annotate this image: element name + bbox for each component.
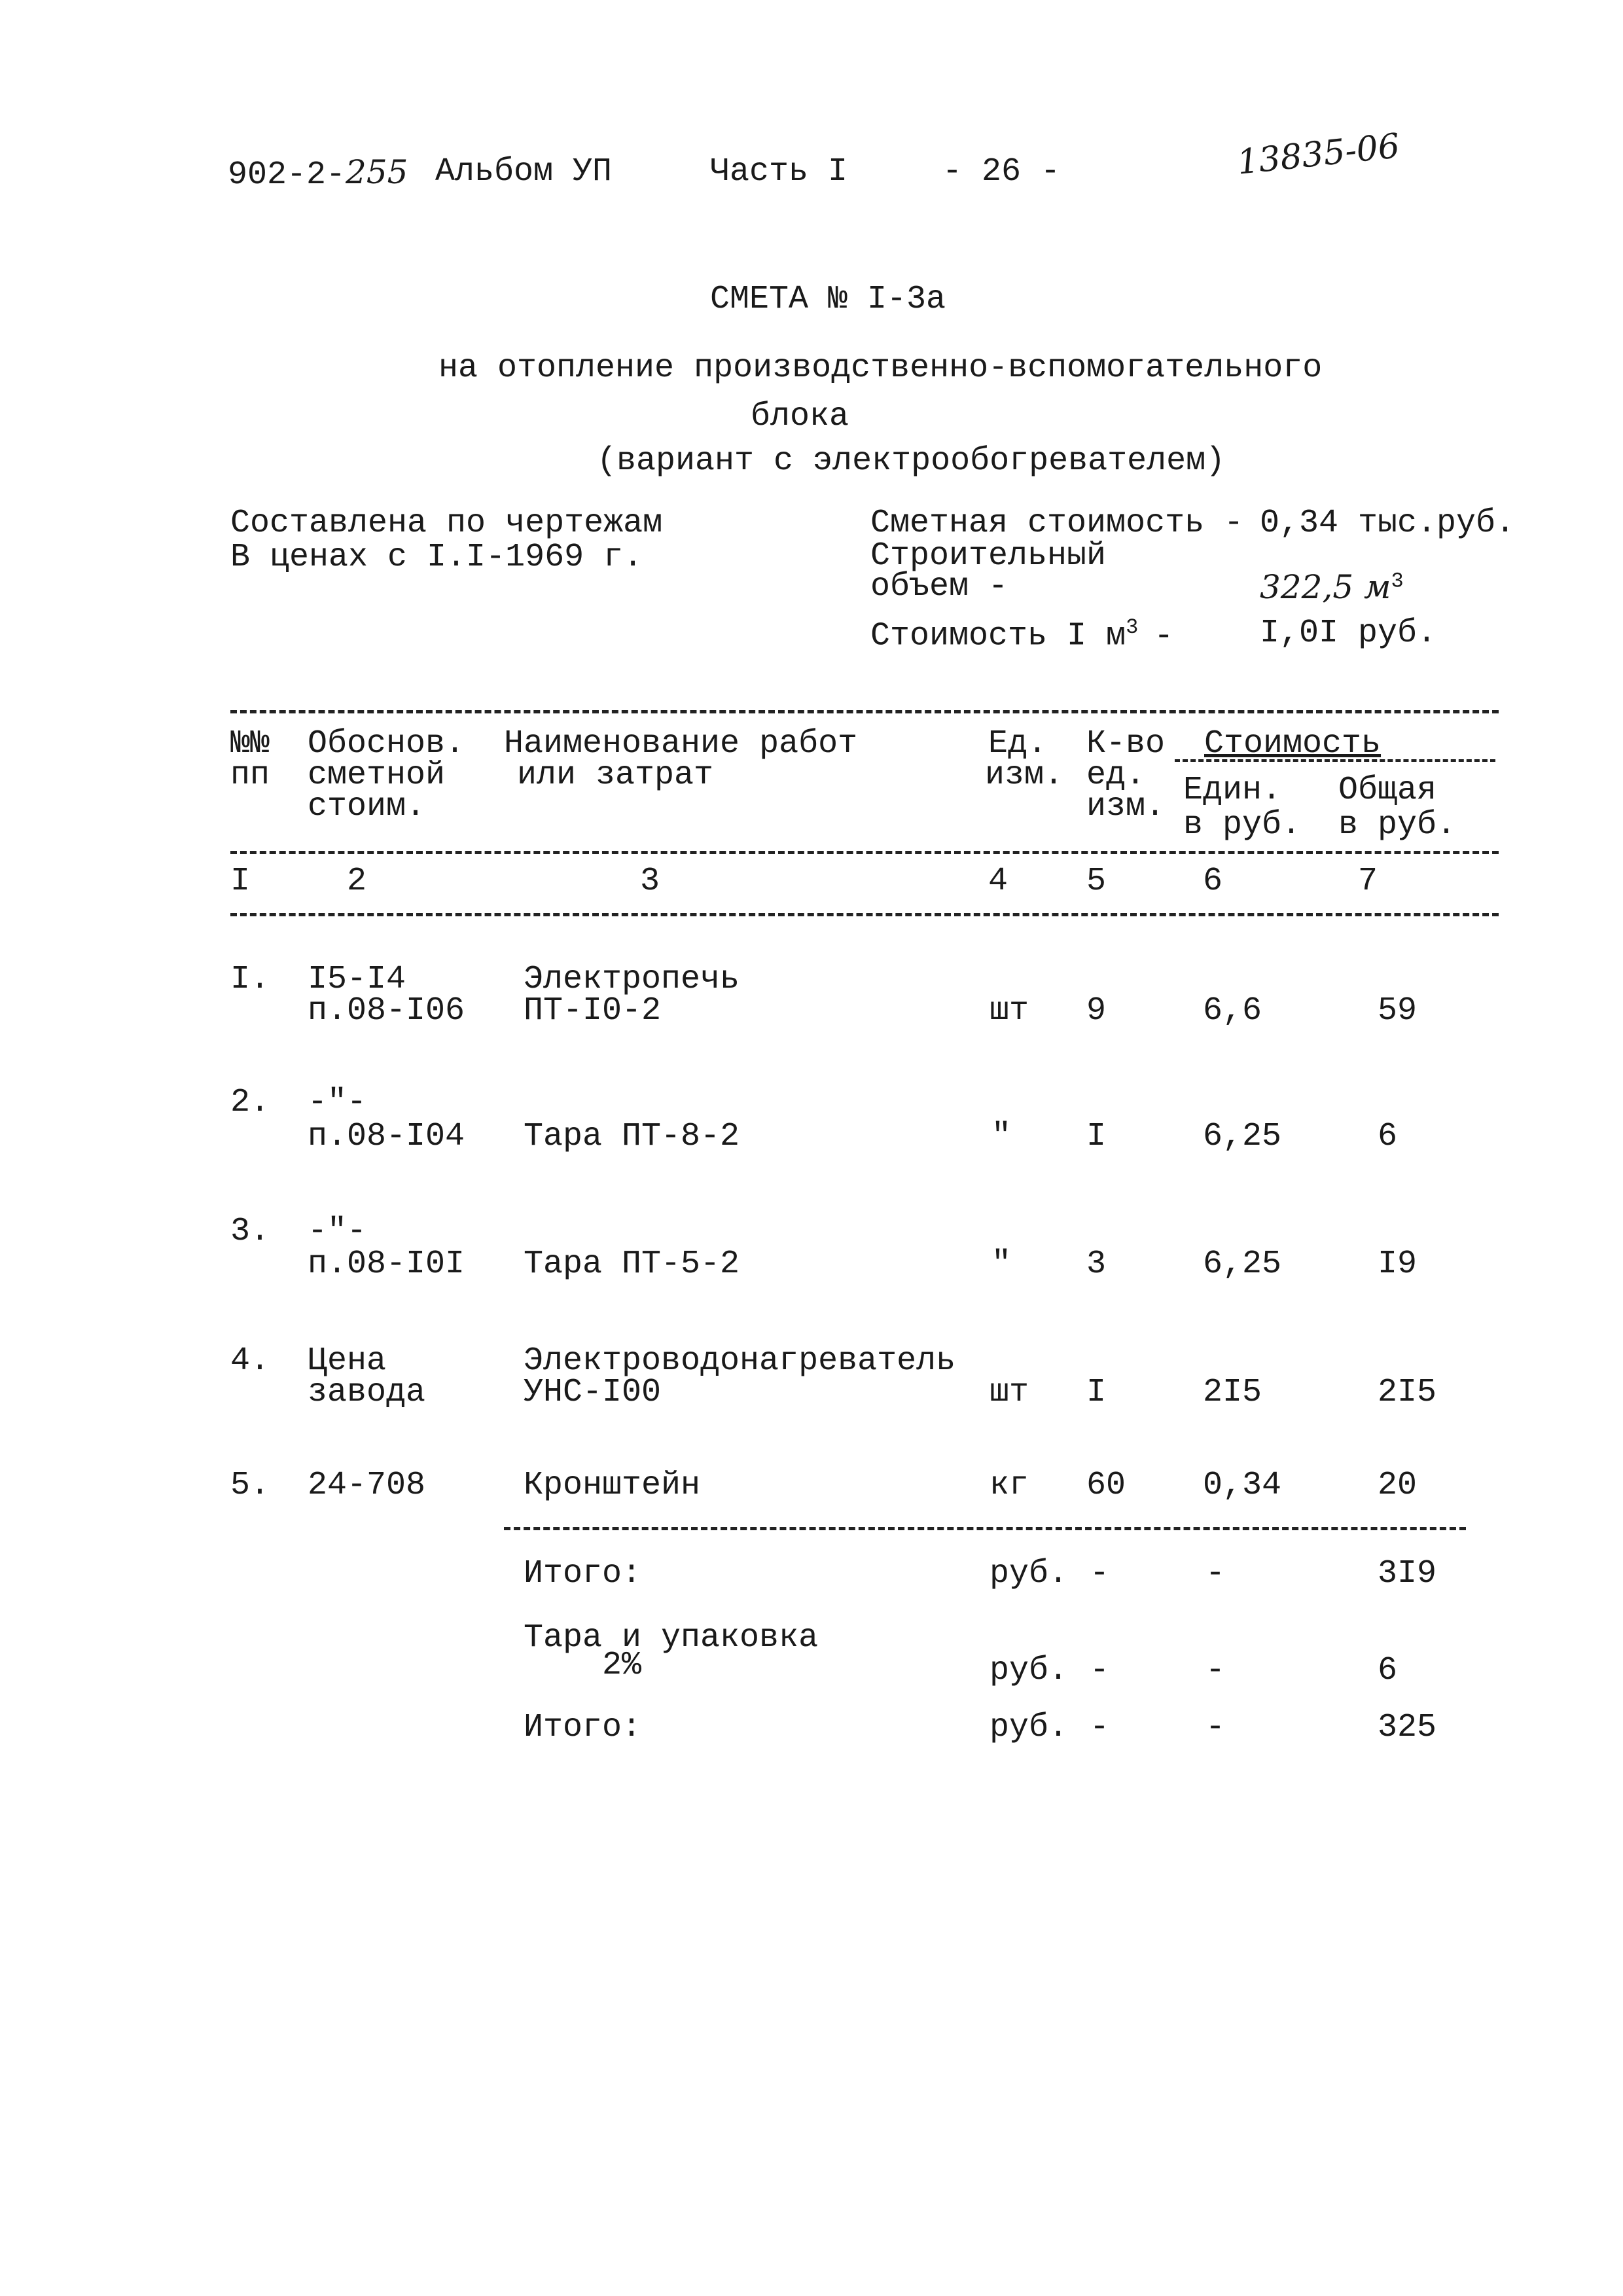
summary-total: 3I9 xyxy=(1378,1555,1437,1592)
header-no-2: пп xyxy=(230,757,270,794)
summary-percent: 2% xyxy=(602,1647,642,1684)
col-number-1: I xyxy=(230,863,251,900)
row-basis-2: п.08-I0I xyxy=(308,1246,465,1283)
row-basis-1: -"- xyxy=(308,1213,367,1250)
header-unit-1: Ед. xyxy=(988,725,1048,762)
title-line-3: (вариант с электрообогревателем) xyxy=(597,442,1226,480)
row-qty: 3 xyxy=(1086,1246,1107,1283)
row-name-2: ПТ-I0-2 xyxy=(524,992,662,1030)
summary-label: Тара и упаковка xyxy=(524,1619,819,1657)
summary-qty: - xyxy=(1090,1555,1110,1592)
header-bottom-rule xyxy=(230,851,1499,854)
volume-label-2: объем - xyxy=(870,568,1008,605)
row-price: 2I5 xyxy=(1203,1374,1262,1411)
summary-price: - xyxy=(1205,1652,1226,1689)
row-no: 5. xyxy=(230,1467,270,1504)
header-no-1: №№ xyxy=(230,725,270,762)
header-basis-2: сметной xyxy=(308,757,446,794)
row-total: 59 xyxy=(1378,992,1418,1030)
volume-value xyxy=(1260,568,1404,607)
summary-label: Итого: xyxy=(524,1555,642,1592)
summary-qty: - xyxy=(1090,1652,1110,1689)
row-name-1: Тара ПТ-5-2 xyxy=(524,1246,740,1283)
summary-unit: руб. xyxy=(990,1709,1069,1746)
volume-number: 322,5 м xyxy=(1260,568,1391,606)
row-basis-1: -"- xyxy=(308,1084,367,1121)
header-name-1: Наименование работ xyxy=(504,725,858,762)
row-no: I. xyxy=(230,961,270,998)
row-total: 20 xyxy=(1378,1467,1418,1504)
header-qty-2: ед. xyxy=(1086,757,1146,794)
row-name-2: УНС-I00 xyxy=(524,1374,662,1411)
row-qty: I xyxy=(1086,1374,1107,1411)
row-unit: кг xyxy=(990,1467,1029,1504)
summary-unit: руб. xyxy=(990,1555,1069,1592)
row-basis-1: 24-708 xyxy=(308,1467,426,1504)
header-unit-2: изм. xyxy=(985,757,1064,794)
album-label: Альбом УП xyxy=(435,153,613,190)
row-basis-1: Цена xyxy=(308,1342,387,1380)
column-numbers-rule xyxy=(230,913,1499,916)
volume-label-1: Строительный xyxy=(870,537,1107,575)
header-price-1: Един. xyxy=(1183,772,1282,809)
unit-cost-text: Стоимость I м xyxy=(870,617,1126,655)
document-code xyxy=(228,153,408,194)
cost-group-rule xyxy=(1175,759,1495,762)
row-unit: " xyxy=(991,1118,1012,1155)
row-basis-2: завода xyxy=(308,1374,426,1411)
summary-qty: - xyxy=(1090,1709,1110,1746)
row-price: 6,25 xyxy=(1203,1118,1282,1155)
header-cost-group: Стоимость xyxy=(1204,725,1382,762)
row-total: I9 xyxy=(1378,1246,1418,1283)
row-name-1: Тара ПТ-8-2 xyxy=(524,1118,740,1155)
row-unit: " xyxy=(991,1246,1012,1283)
row-qty: 60 xyxy=(1086,1467,1126,1504)
code-handwritten: 255 xyxy=(346,153,408,191)
row-no: 4. xyxy=(230,1342,270,1380)
row-qty: 9 xyxy=(1086,992,1107,1030)
row-price: 6,25 xyxy=(1203,1246,1282,1283)
row-name-1: Кронштейн xyxy=(524,1467,701,1504)
title-line-2: блока xyxy=(751,398,849,435)
summary-price: - xyxy=(1205,1555,1226,1592)
volume-superscript: 3 xyxy=(1391,569,1404,594)
row-no: 3. xyxy=(230,1213,270,1250)
unit-cost-label xyxy=(870,617,1173,653)
stamp-number: 13835-06 xyxy=(1235,126,1402,183)
summary-label: Итого: xyxy=(524,1709,642,1746)
summary-total: 325 xyxy=(1378,1709,1437,1746)
price-basis: В ценах с I.I-1969 г. xyxy=(230,539,643,576)
row-qty: I xyxy=(1086,1118,1107,1155)
summary-total: 6 xyxy=(1378,1652,1398,1689)
header-basis-3: стоим. xyxy=(308,788,426,825)
row-unit: шт xyxy=(990,992,1029,1030)
header-total-2: в руб. xyxy=(1338,806,1457,844)
col-number-6: 6 xyxy=(1203,863,1223,900)
col-number-2: 2 xyxy=(347,863,367,900)
title-line-1: на отопление производственно-вспомогательного xyxy=(438,350,1323,387)
code-prefix: 902-2- xyxy=(228,156,346,194)
row-unit: шт xyxy=(990,1374,1029,1411)
row-price: 6,6 xyxy=(1203,992,1262,1030)
col-number-5: 5 xyxy=(1086,863,1107,900)
summary-unit: руб. xyxy=(990,1652,1069,1689)
estimate-title: СМЕТА № I-3а xyxy=(710,281,946,318)
unit-cost-superscript: 3 xyxy=(1126,615,1139,639)
summary-rule xyxy=(504,1527,1466,1530)
compiled-by: Составлена по чертежам xyxy=(230,505,663,542)
estimated-cost-value: 0,34 тыс.руб. xyxy=(1260,505,1516,542)
unit-cost-value: I,0I руб. xyxy=(1260,615,1437,652)
summary-price: - xyxy=(1205,1709,1226,1746)
header-basis-1: Обоснов. xyxy=(308,725,465,762)
unit-cost-dash: - xyxy=(1154,617,1174,655)
row-name-1: Электропечь xyxy=(524,961,740,998)
col-number-3: 3 xyxy=(640,863,660,900)
row-basis-2: п.08-I04 xyxy=(308,1118,465,1155)
header-total-1: Общая xyxy=(1338,772,1437,809)
part-label: Часть I xyxy=(710,153,848,190)
row-no: 2. xyxy=(230,1084,270,1121)
row-price: 0,34 xyxy=(1203,1467,1282,1504)
table-top-rule xyxy=(230,710,1499,713)
col-number-4: 4 xyxy=(988,863,1008,900)
estimated-cost-label: Сметная стоимость - xyxy=(870,505,1244,542)
header-price-2: в руб. xyxy=(1183,806,1302,844)
header-name-2: или затрат xyxy=(517,757,714,794)
row-basis-1: I5-I4 xyxy=(308,961,406,998)
row-name-1: Электроводонагреватель xyxy=(524,1342,956,1380)
row-basis-2: п.08-I06 xyxy=(308,992,465,1030)
header-qty-1: К-во xyxy=(1086,725,1166,762)
row-total: 2I5 xyxy=(1378,1374,1437,1411)
header-qty-3: изм. xyxy=(1086,788,1166,825)
page-number: - 26 - xyxy=(942,153,1061,190)
row-total: 6 xyxy=(1378,1118,1398,1155)
col-number-7: 7 xyxy=(1358,863,1378,900)
